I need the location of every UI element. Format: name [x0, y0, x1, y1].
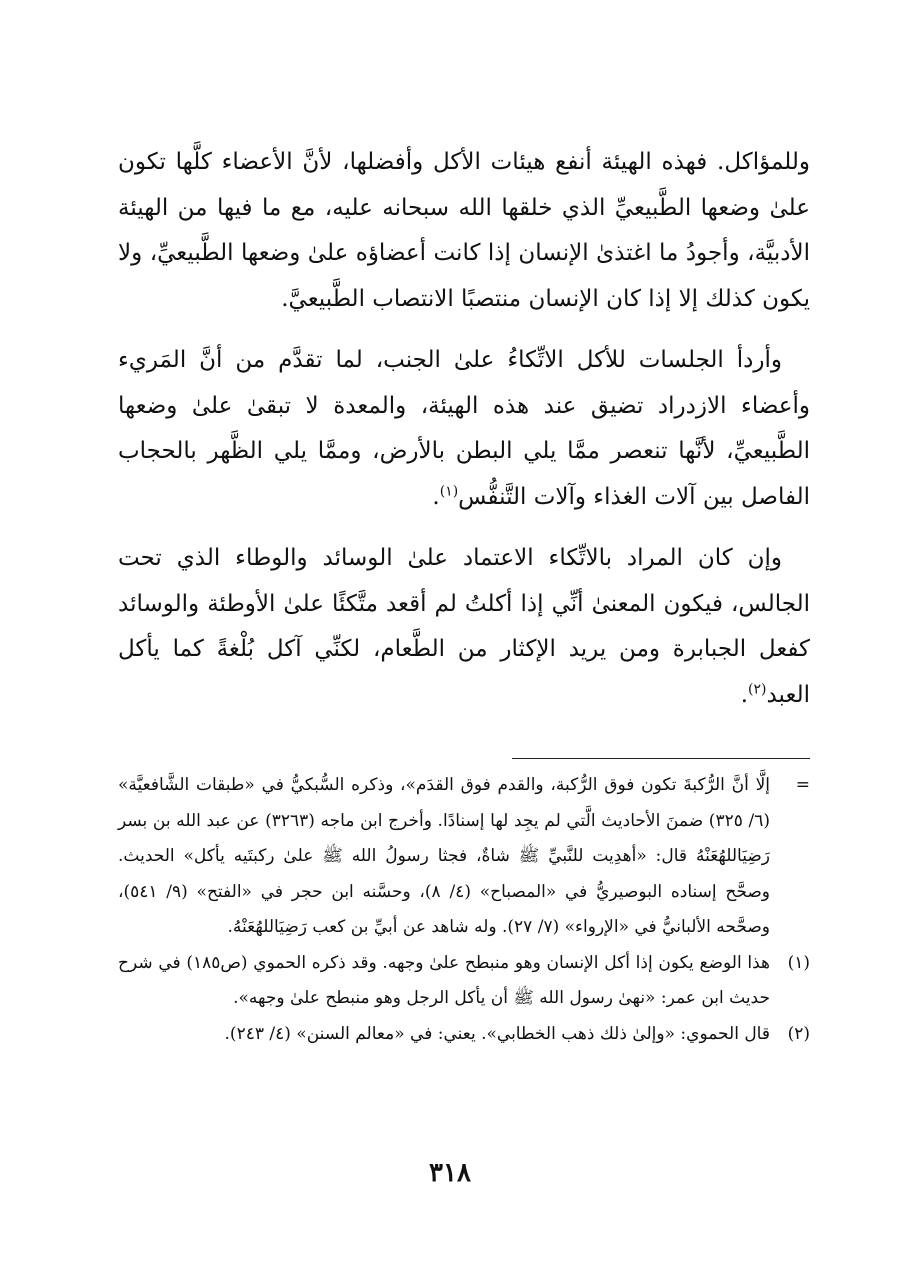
paragraph-2: وأردأ الجلسات للأكل الاتِّكاءُ علىٰ الجنب، لما تقدَّم من أنَّ المَريء وأعضاء الازدراد تضيق عند هذه الهيئة، والمعدة لا تبقىٰ علىٰ وضعها الطَّبيعيِّ، لأنَّها تنعصر ممَّا يلي البطن بالأرض، وممَّا يلي الظَّهر بالحجاب الفاصل بين آلات الغذاء وآلات التَّنفُّس$^{(١)}$. — [118, 347, 811, 510]
page-number: ٣١٨ — [429, 1158, 471, 1188]
footnote-marker: (١) — [787, 952, 810, 973]
footnote-marker: = — [795, 775, 810, 795]
footnote-separator — [512, 758, 810, 759]
footnote-text: قال الحموي: «وإلىٰ ذلك ذهب الخطابي». يعني: في «معالم السنن» (٤/ ٢٤٣). — [224, 1023, 770, 1044]
paragraph-1: وللمؤاكل. فهذه الهيئة أنفع هيئات الأكل وأفضلها، لأنَّ الأعضاء كلَّها تكون علىٰ وضعها الطَّبيعيِّ الذي خلقها الله سبحانه عليه، مع ما فيها من الهيئة الأدبيَّة، وأجودُ ما اغتذىٰ الإنسان إذا كانت أعضاؤه علىٰ وضعها الطَّبيعيِّ، ولا يكون كذلك إلا إذا كان الإنسان منتصبًا الانتصاب الطَّبيعيَّ. — [118, 149, 810, 312]
footnote-continuation — [118, 768, 810, 946]
footnote-ref-2[interactable]: (٢) — [748, 680, 767, 697]
footnote-text: هذا الوضع يكون إذا أكل الإنسان وهو منبطح علىٰ وجهه. وقد ذكره الحموي (ص١٨٥) في شرح حديث ابن عمر: «نهىٰ رسول الله ﷺ أن يأكل الرجل وهو منبطح علىٰ وجهه». — [118, 952, 770, 1008]
footnote-marker: (٢) — [787, 1023, 810, 1044]
footnote-ref-1[interactable]: (١) — [439, 482, 459, 499]
footnote-text: إلَّا أنَّ الرُّكبةَ تكون فوق الرُّكبة، والقدم فوق القدَم»، وذكره السُّبكيُّ في «طبقات الشَّافعيَّة» (٦/ ٣٢٥) ضمنَ الأحاديث الَّتي لم يجِد لها إسنادًا. وأخرج ابن ماجه (٣٢٦٣) عن عبد الله بن بسر رَضِيَاللهُعَنْهُ قال: «أهدِيت للنَّبيِّ ﷺ شاةٌ، فجثا رسولُ الله ﷺ علىٰ ركبتَيه يأكل» الحديث. وصحَّح إسناده البوصيريُّ في «المصباح» (٤/ ٨)، وحسَّنه ابن حجر في «الفتح» (٩/ ٥٤١)، وصحَّحه الألبانيُّ في «الإرواء» (٧/ ٢٧). وله شاهد عن أبيِّ بن كعب رَضِيَاللهُعَنْهُ. — [118, 775, 771, 937]
footnote-1 — [118, 946, 810, 1017]
main-text — [118, 140, 810, 734]
footnote-2 — [118, 1017, 810, 1053]
paragraph-3: وإن كان المراد بالاتِّكاء الاعتماد علىٰ الوسائد والوطاء الذي تحت الجالس، فيكون المعنىٰ أنِّي إذا أكلتُ لم أقعد متَّكئًا علىٰ الأوطئة والوسائد كفعل الجبابرة ومن يريد الإكثار من الطَّعام، لكنِّي آكل بُلْغةً كما يأكل العبد$^{(٢)}$. — [118, 545, 810, 708]
footnotes — [118, 768, 810, 1052]
